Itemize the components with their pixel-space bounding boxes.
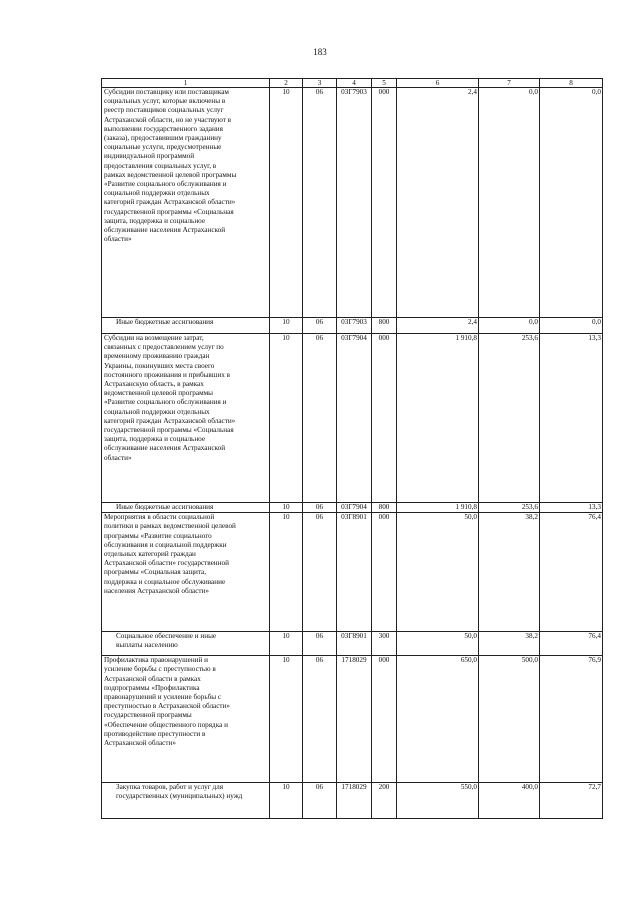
row-plan: 2,4	[397, 318, 479, 334]
row-subsection: 06	[303, 656, 337, 783]
header-cell-7: 7	[479, 79, 540, 88]
row-percent: 13,3	[540, 334, 603, 503]
table-row	[102, 656, 603, 783]
row-target-code: 03Г7904	[337, 503, 372, 513]
row-subsection: 06	[303, 334, 337, 503]
row-subsection: 06	[303, 513, 337, 632]
row-target-code: 03Г8901	[337, 513, 372, 632]
row-plan: 650,0	[397, 656, 479, 783]
row-expense-type: 800	[372, 318, 397, 334]
row-subsection: 06	[303, 503, 337, 513]
row-actual: 500,0	[479, 656, 540, 783]
row-expense-type: 800	[372, 503, 397, 513]
row-target-code: 1718029	[337, 783, 372, 819]
table-row	[102, 513, 603, 632]
row-expense-type: 000	[372, 334, 397, 503]
row-target-code: 1718029	[337, 656, 372, 783]
row-plan: 550,0	[397, 783, 479, 819]
row-section: 10	[270, 88, 303, 318]
table-row	[102, 632, 603, 656]
row-expense-type: 200	[372, 783, 397, 819]
row-expense-type: 000	[372, 88, 397, 318]
row-percent: 0,0	[540, 88, 603, 318]
row-percent: 0,0	[540, 318, 603, 334]
row-section: 10	[270, 318, 303, 334]
row-section: 10	[270, 334, 303, 503]
row-actual: 253,6	[479, 334, 540, 503]
header-cell-5: 5	[372, 79, 397, 88]
row-actual: 38,2	[479, 632, 540, 656]
row-section: 10	[270, 513, 303, 632]
row-actual: 0,0	[479, 318, 540, 334]
row-expense-type: 000	[372, 656, 397, 783]
row-section: 10	[270, 632, 303, 656]
table-row	[102, 783, 603, 819]
page-number: 183	[313, 47, 327, 57]
row-actual: 253,6	[479, 503, 540, 513]
header-cell-4: 4	[337, 79, 372, 88]
row-expense-type: 000	[372, 513, 397, 632]
header-cell-2: 2	[270, 79, 303, 88]
row-expense-type: 300	[372, 632, 397, 656]
table-row	[102, 503, 603, 513]
row-section: 10	[270, 783, 303, 819]
table-row	[102, 88, 603, 318]
row-percent: 76,4	[540, 513, 603, 632]
row-name: Иные бюджетные ассигнования	[102, 318, 270, 334]
row-actual: 400,0	[479, 783, 540, 819]
row-name: Мероприятия в области социальной политики в рамках ведомственной целевой программы «Развитие социального обслуживания и социальной поддержки отдельных категорий граждан Астраханской области» государственной программы «Социальная защита, поддержка и социальное обслуживание населения Астраханской области»	[102, 513, 270, 632]
row-plan: 2,4	[397, 88, 479, 318]
header-cell-8: 8	[540, 79, 603, 88]
row-target-code: 03Г7903	[337, 88, 372, 318]
row-percent: 76,9	[540, 656, 603, 783]
table-row	[102, 318, 603, 334]
row-percent: 72,7	[540, 783, 603, 819]
row-plan: 50,0	[397, 632, 479, 656]
row-actual: 38,2	[479, 513, 540, 632]
table-row	[102, 334, 603, 503]
row-target-code: 03Г7904	[337, 334, 372, 503]
row-name: Субсидии на возмещение затрат, связанных с предоставлением услуг по временному проживанию граждан Украины, покинувших места своего постоянного проживания и прибывших в Астраханскую область, в рамках ведомственной целевой программы «Развитие социального обслуживания и социальной поддержки отдельных категорий граждан Астраханской области» государственной программы «Социальная защита, поддержка и социальное обслуживание населения Астраханской области»	[102, 334, 270, 503]
budget-table	[101, 78, 603, 819]
row-plan: 1 910,8	[397, 503, 479, 513]
row-subsection: 06	[303, 783, 337, 819]
row-target-code: 03Г8901	[337, 632, 372, 656]
header-cell-1: 1	[102, 79, 270, 88]
row-name: Иные бюджетные ассигнования	[102, 503, 270, 513]
row-target-code: 03Г7903	[337, 318, 372, 334]
row-name: Профилактика правонарушений и усиление борьбы с преступностью в Астраханской области в рамках подпрограммы «Профилактика правонарушений и усиление борьбы с преступностью в Астраханской области» государственной программы «Обеспечение общественного порядка и противодействие преступности в Астраханской области»	[102, 656, 270, 783]
row-section: 10	[270, 656, 303, 783]
row-section: 10	[270, 503, 303, 513]
row-percent: 13,3	[540, 503, 603, 513]
row-name: Закупка товаров, работ и услуг для государственных (муниципальных) нужд	[102, 783, 270, 819]
row-subsection: 06	[303, 632, 337, 656]
row-subsection: 06	[303, 318, 337, 334]
header-cell-6: 6	[397, 79, 479, 88]
header-row	[102, 79, 603, 88]
header-cell-3: 3	[303, 79, 337, 88]
row-subsection: 06	[303, 88, 337, 318]
row-name: Субсидии поставщику или поставщикам социальных услуг, которые включены в реестр поставщиков социальных услуг Астраханской области, но не участвуют в выполнении государственного задания (заказа), предоставившим гражданину социальные услуги, предусмотренные индивидуальной программой предоставления социальных услуг, в рамках ведомственной целевой программы «Развитие социального обслуживания и социальной поддержки отдельных категорий граждан Астраханской области» государственной программы «Социальная защита, поддержка и социальное обслуживание населения Астраханской области»	[102, 88, 270, 318]
row-actual: 0,0	[479, 88, 540, 318]
row-name: Социальное обеспечение и иные выплаты населению	[102, 632, 270, 656]
row-percent: 76,4	[540, 632, 603, 656]
row-plan: 1 910,8	[397, 334, 479, 503]
row-plan: 50,0	[397, 513, 479, 632]
